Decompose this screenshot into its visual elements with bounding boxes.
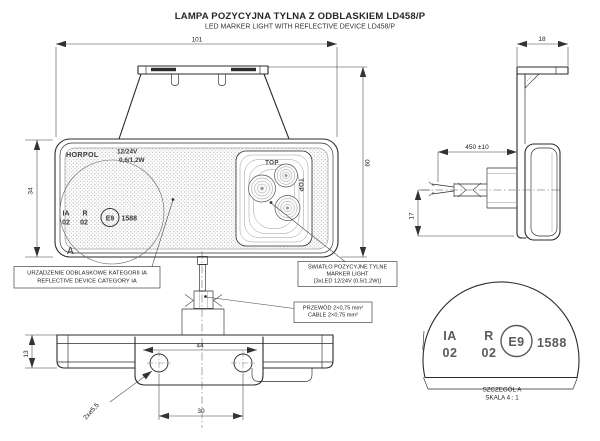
bottom-right-wing	[263, 335, 333, 368]
front-view	[25, 37, 372, 429]
detail-mark-r-num: 02	[481, 346, 497, 360]
dim-17-value: 17	[408, 212, 416, 220]
hole-note	[82, 371, 152, 421]
mark-r-num: 02	[80, 219, 88, 227]
cable-label-line1: PRZEWÓD 2×0,75 mm²	[302, 305, 364, 312]
bracket-slot-right	[231, 68, 256, 71]
dim-body-height-value: 34	[27, 187, 35, 195]
dimension-width-101	[56, 37, 337, 138]
led-2	[275, 164, 298, 187]
dimension-18	[517, 36, 568, 66]
leader-anchor-cable	[204, 295, 207, 298]
led-panel	[236, 151, 312, 246]
drawing-subtitle: LED MARKER LIGHT WITH REFLECTIVE DEVICE LD458/P	[204, 23, 396, 31]
mark-r: R	[82, 210, 88, 218]
strain-relief-marks	[185, 295, 222, 307]
mark-ia: IA	[62, 210, 70, 218]
bottom-left-wing	[57, 335, 135, 368]
detail-caption-scale: SKALA 4 : 1	[485, 394, 519, 402]
reflective-label-line1: URZĄDZENIE ODBLASKOWE KATEGORII IA	[27, 270, 147, 277]
led-1	[249, 175, 276, 202]
detail-approval-number: 1588	[537, 336, 567, 350]
mounting-bracket	[119, 66, 289, 139]
dim-13-value: 13	[23, 350, 30, 358]
mark-ia-num: 02	[62, 219, 70, 227]
detail-mark-r: R	[484, 329, 494, 343]
detail-caption-name: SZCZEGÓŁ A	[482, 386, 522, 394]
top-label: TOP	[265, 159, 279, 167]
dimension-17	[409, 190, 515, 236]
dimension-13	[23, 335, 57, 368]
lens-bulge-bottom	[252, 368, 312, 382]
drawing-title: LAMPA POZYCYJNA TYLNA Z ODBLASKIEM LD458/P	[174, 11, 426, 22]
reflective-label-line2: REFLECTIVE DEVICE CATEGORY IA	[37, 278, 137, 285]
led-3	[275, 196, 300, 221]
marker-label-line3: [3xLED 12/24V (0.5/1.2W)]	[314, 278, 381, 285]
lamp-body-front	[55, 139, 338, 257]
connector-housing	[182, 309, 224, 335]
cable-label-line2: CABLE 2×0,75 mm²	[308, 312, 358, 319]
hole-note-value: 2x⌀5,5	[82, 401, 101, 422]
bracket-pin-right	[219, 74, 226, 86]
dim-44-value: 44	[196, 342, 204, 350]
detail-mark-ia-num: 02	[442, 346, 458, 360]
detail-a-view	[423, 282, 579, 402]
cable-gland-side	[429, 168, 517, 208]
dim-18-value: 18	[538, 36, 546, 43]
cable-label	[204, 295, 372, 322]
dim-total-height-value: 60	[364, 159, 372, 167]
marker-label-line2: MARKER LIGHT	[326, 271, 369, 278]
title-block	[175, 11, 426, 31]
dimension-450	[438, 144, 517, 182]
dim-width-value: 101	[191, 36, 203, 44]
bottom-view	[23, 335, 333, 421]
marker-label-line1: ŚWIATŁO POZYCYJNE TYLNE	[307, 264, 388, 271]
dim-450-value: 450 ±10	[465, 144, 489, 151]
side-view	[409, 36, 569, 240]
power-text: 0,6/1,2W	[119, 157, 145, 164]
brand-text: HORPOL	[66, 150, 99, 159]
detail-marker-letter: A	[67, 246, 74, 257]
voltage-text: 12/24V	[117, 148, 138, 156]
dimension-body-34	[25, 140, 53, 257]
dimension-30	[159, 374, 243, 420]
dim-30-value: 30	[197, 408, 205, 415]
approval-markings-detail	[443, 326, 567, 361]
detail-e-mark-text: E9	[508, 335, 525, 349]
bracket-pin-left	[172, 74, 179, 86]
bracket-slot-left	[151, 68, 176, 71]
approval-number: 1588	[121, 215, 138, 223]
lamp-body-side	[525, 144, 560, 240]
detail-mark-ia: IA	[443, 329, 457, 343]
top-label-side: TOP	[297, 178, 304, 192]
e-mark-text: E9	[105, 215, 115, 223]
cable-connector-front	[182, 257, 224, 336]
